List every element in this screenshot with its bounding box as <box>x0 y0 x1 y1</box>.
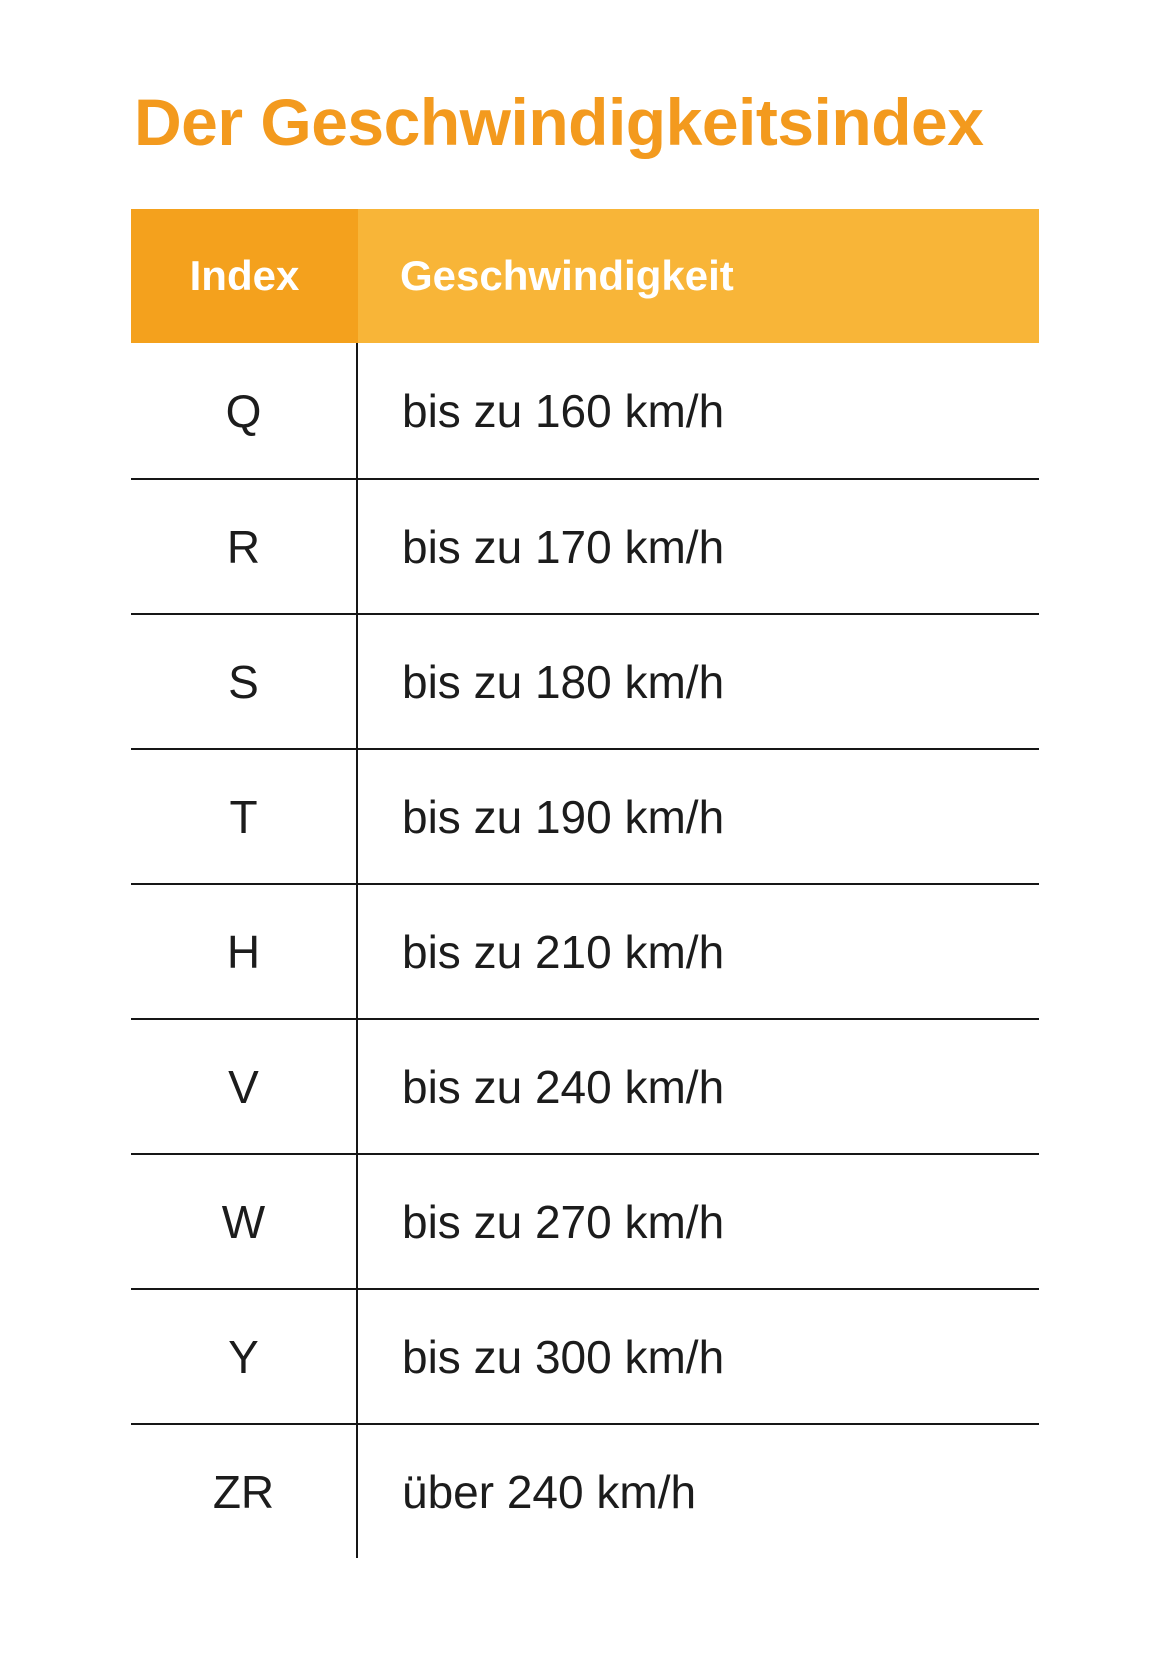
page-title: Der Geschwindigkeitsindex <box>134 85 984 159</box>
speed-cell: bis zu 170 km/h <box>402 520 725 573</box>
index-cell: S <box>131 615 358 748</box>
speed-cell: über 240 km/h <box>402 1465 697 1518</box>
index-cell: Y <box>131 1290 358 1423</box>
speed-index-table <box>131 209 1039 1558</box>
index-cell: ZR <box>131 1425 358 1558</box>
index-cell: H <box>131 885 358 1018</box>
speed-cell: bis zu 160 km/h <box>402 384 725 437</box>
column-header-speed: Geschwindigkeit <box>358 209 1039 343</box>
table-row <box>131 343 1039 478</box>
index-cell: R <box>131 480 358 613</box>
table-row <box>131 1153 1039 1288</box>
speed-cell: bis zu 240 km/h <box>402 1060 725 1113</box>
column-header-index: Index <box>131 209 358 343</box>
index-cell: Q <box>131 343 358 478</box>
speed-cell: bis zu 270 km/h <box>402 1195 725 1248</box>
index-cell: V <box>131 1020 358 1153</box>
table-row <box>131 748 1039 883</box>
index-cell: W <box>131 1155 358 1288</box>
speed-cell: bis zu 300 km/h <box>402 1330 725 1383</box>
table-row <box>131 478 1039 613</box>
table-row <box>131 613 1039 748</box>
table-row <box>131 1018 1039 1153</box>
table-row <box>131 883 1039 1018</box>
table-row <box>131 1288 1039 1423</box>
speed-cell: bis zu 190 km/h <box>402 790 725 843</box>
table-header-row <box>131 209 1039 343</box>
speed-cell: bis zu 210 km/h <box>402 925 725 978</box>
speed-cell: bis zu 180 km/h <box>402 655 725 708</box>
index-cell: T <box>131 750 358 883</box>
table-row <box>131 1423 1039 1558</box>
